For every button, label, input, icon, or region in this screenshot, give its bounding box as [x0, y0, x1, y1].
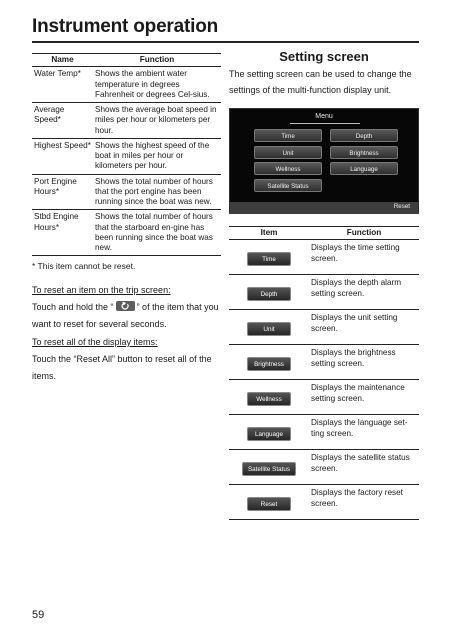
reset-item-section [32, 282, 224, 333]
screen-button-satellite-status[interactable]: Satellite Status [254, 179, 322, 192]
page-title: Instrument operation [32, 16, 219, 37]
setting-screen-title: Setting screen [279, 49, 369, 64]
screen-reset-button[interactable]: Reset [393, 203, 410, 210]
time-button[interactable]: Time [247, 252, 291, 266]
reset-item-heading: To reset an item on the trip screen: [32, 285, 171, 295]
setting-menu-screen [229, 108, 419, 214]
table-header-function: Function [309, 227, 419, 240]
row-function: Shows the average boat speed in miles per hour or kilometers per hour. [93, 103, 221, 139]
table-header-name: Name [32, 54, 93, 67]
wellness-button[interactable]: Wellness [247, 392, 291, 406]
unit-button[interactable]: Unit [247, 322, 291, 336]
menu-divider [290, 123, 360, 124]
row-function: Shows the total number of hours that the port engine has been running since the boat was new. [93, 174, 221, 210]
reset-item-text: Touch and hold the “ ” of the item that you want to reset for several seconds. [32, 302, 219, 329]
row-function: Shows the ambient water temperature in degrees Fahrenheit or degrees Cel-sius. [93, 67, 221, 103]
table-row [229, 485, 419, 520]
reset-all-section [32, 334, 224, 385]
row-function: Shows the total number of hours that the starboard en-gine has been running since the boat was new. [93, 210, 221, 256]
satellite-status-button[interactable]: Satellite Status [242, 462, 296, 476]
table-row [229, 310, 419, 345]
row-function: Displays the maintenance setting screen. [309, 380, 419, 415]
table-header-function: Function [93, 54, 221, 67]
table-row [229, 240, 419, 275]
row-function: Displays the brightness setting screen. [309, 345, 419, 380]
reset-all-heading: To reset all of the display items: [32, 337, 158, 347]
row-function: Displays the depth alarm setting screen. [309, 275, 419, 310]
table-header-item: Item [229, 227, 309, 240]
table-row [229, 415, 419, 450]
page-number: 59 [32, 609, 45, 621]
depth-button[interactable]: Depth [247, 287, 291, 301]
screen-button-depth[interactable]: Depth [330, 129, 398, 142]
row-function: Displays the factory reset screen. [309, 485, 419, 520]
reset-arrow-icon [116, 301, 135, 311]
screen-button-time[interactable]: Time [254, 129, 322, 142]
row-name: Stbd Engine Hours* [32, 210, 93, 256]
row-function: Displays the satellite status screen. [309, 450, 419, 485]
row-function: Displays the time setting screen. [309, 240, 419, 275]
brightness-button[interactable]: Brightness [247, 357, 291, 371]
table-row [32, 103, 221, 139]
screen-button-wellness[interactable]: Wellness [254, 162, 322, 175]
table-row [229, 380, 419, 415]
table-row [32, 67, 221, 103]
table-row [229, 275, 419, 310]
table-row [32, 174, 221, 210]
screen-button-language[interactable]: Language [330, 162, 398, 175]
reset-all-text: Touch the “Reset All” button to reset all of the items. [32, 354, 212, 381]
row-name: Water Temp* [32, 67, 93, 103]
title-divider [32, 41, 419, 43]
row-name: Port Engine Hours* [32, 174, 93, 210]
setting-items-table [229, 226, 419, 520]
reset-button[interactable]: Reset [247, 497, 291, 511]
screen-reset-bar [230, 202, 418, 214]
reset-note: * This item cannot be reset. [32, 261, 136, 271]
row-function: Displays the language set-ting screen. [309, 415, 419, 450]
trip-items-table [32, 53, 221, 256]
table-row [32, 138, 221, 174]
setting-screen-description: The setting screen can be used to change the settings of the multi-function display unit. [229, 69, 412, 95]
row-name: Highest Speed* [32, 138, 93, 174]
row-function: Displays the unit setting screen. [309, 310, 419, 345]
row-name: Average Speed* [32, 103, 93, 139]
menu-label: Menu [315, 113, 333, 120]
table-row [229, 450, 419, 485]
row-function: Shows the highest speed of the boat in miles per hour or kilometers per hour. [93, 138, 221, 174]
language-button[interactable]: Language [247, 427, 291, 441]
screen-button-unit[interactable]: Unit [254, 146, 322, 159]
table-row [32, 210, 221, 256]
table-row [229, 345, 419, 380]
screen-button-brightness[interactable]: Brightness [330, 146, 398, 159]
